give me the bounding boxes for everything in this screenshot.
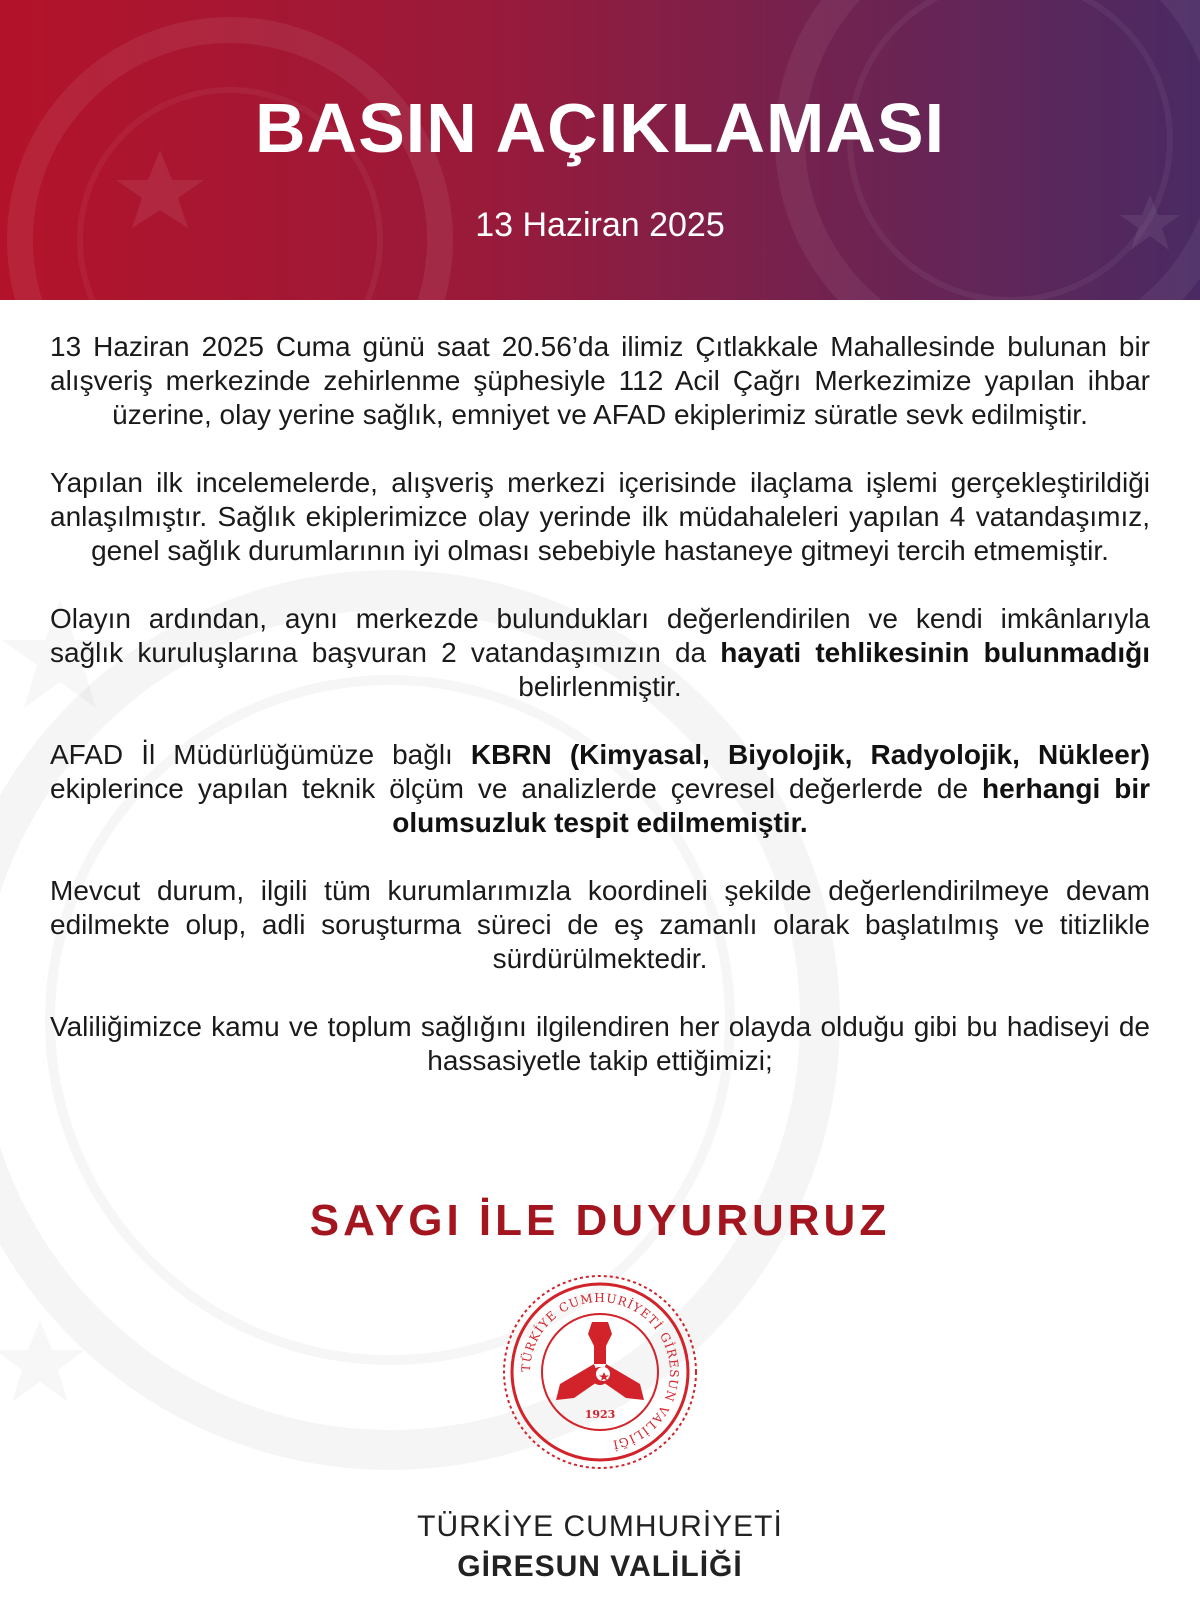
paragraph-text: Mevcut durum, ilgili tüm kurumlarımızla koordineli şekilde değerlendirilmeye devam edilmekte olup, adli soruşturma süreci de eş zamanlı olarak başlatılmış ve titizlikle sürdürülmektedir.: [50, 875, 1150, 974]
footer-institution: GİRESUN VALİLİĞİ: [457, 1550, 743, 1583]
body-paragraph: [50, 874, 1150, 976]
emphasis-text: herhangi bir olumsuzluk tespit edilmemiştir.: [392, 773, 1151, 838]
paragraph-text: Valiliğimizce kamu ve toplum sağlığını ilgilendiren her olayda olduğu gibi bu hadiseyi de hassasiyetle takip ettiğimizi;: [50, 1011, 1150, 1076]
body-paragraph: [50, 738, 1150, 840]
body-paragraph: [50, 330, 1150, 432]
body-paragraph: [50, 602, 1150, 704]
emphasis-text: hayati tehlikesinin bulunmadığı: [720, 637, 1151, 668]
paragraph-text: ekiplerince yapılan teknik ölçüm ve analizlerde çevresel değerlerde de: [50, 773, 983, 804]
paragraph-text: belirlenmiştir.: [518, 671, 682, 702]
body-paragraph: [50, 1010, 1150, 1078]
seal-ring-text: TÜRKİYE CUMHURİYETİ GİRESUN VALİLİĞİ: [518, 1290, 682, 1452]
closing-statement: SAYGI İLE DUYURURUZ: [309, 1196, 891, 1245]
paragraph-text: AFAD İl Müdürlüğümüze bağlı: [50, 739, 471, 770]
paragraph-text: 13 Haziran 2025 Cuma günü saat 20.56’da ilimiz Çıtlakkale Mahallesinde bulunan bir alışveriş merkezinde zehirlenme şüphesiyle 112 Acil Çağrı Merkezimize yapılan ihbar üzerine, olay yerine sağlık, emniyet ve AFAD ekiplerimiz süratle sevk edilmiştir.: [50, 331, 1150, 430]
seal-year: 1923: [584, 1408, 616, 1421]
press-date: 13 Haziran 2025: [475, 206, 725, 244]
body-paragraph: [50, 466, 1150, 568]
page-title: BASIN AÇIKLAMASI: [254, 89, 946, 167]
governorship-seal-icon: [500, 1272, 700, 1472]
emphasis-text: KBRN (Kimyasal, Biyolojik, Radyolojik, Nükleer): [470, 739, 1150, 770]
paragraph-text: Olayın ardından, aynı merkezde bulundukları değerlendirilen ve kendi imkânlarıyla sağlık kuruluşlarına başvuran 2 vatandaşımızın da: [50, 603, 1150, 668]
header-banner: [0, 0, 1200, 300]
press-body: [50, 330, 1150, 1112]
paragraph-text: Yapılan ilk incelemelerde, alışveriş merkezi içerisinde ilaçlama işlemi gerçekleştirildiği anlaşılmıştır. Sağlık ekiplerimizce olay yerinde ilk müdahaleleri yapılan 4 vatandaşımız, genel sağlık durumlarının iyi olması sebebiyle hastaneye gitmeyi tercih etmemiştir.: [50, 467, 1150, 566]
footer-country: TÜRKİYE CUMHURİYETİ: [417, 1510, 783, 1543]
